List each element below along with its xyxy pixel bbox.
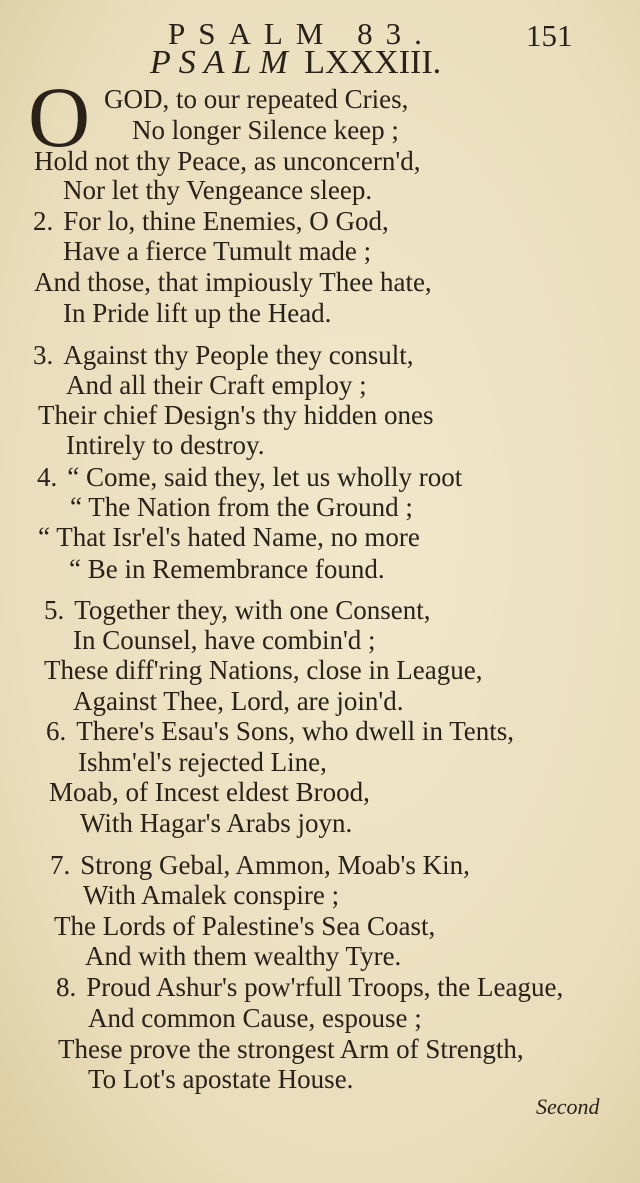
verse-text: Strong Gebal, Ammon, Moab's Kin, (80, 850, 470, 880)
running-head-title: PSALM 83. (168, 16, 435, 51)
psalm-title-word: PSALM (150, 44, 296, 81)
verse-line: These prove the strongest Arm of Strength, (58, 1034, 524, 1064)
verse-line (44, 597, 431, 624)
verse-line: And with them wealthy Tyre. (85, 941, 402, 971)
verse-line: Hold not thy Peace, as unconcern'd, (34, 146, 421, 176)
page-number: 151 (526, 18, 573, 53)
verse-line: Have a fierce Tumult made ; (63, 236, 372, 266)
verse-number: 3. (33, 340, 54, 370)
verse-line: Ishm'el's rejected Line, (78, 747, 327, 777)
verse-line (56, 974, 563, 1001)
verse-line: And common Cause, espouse ; (88, 1003, 422, 1033)
verse-line: GOD, to our repeated Cries, (104, 84, 409, 114)
verse-line: Moab, of Incest eldest Brood, (49, 777, 370, 807)
verse-number: 5. (44, 595, 65, 625)
verse-line: Intirely to destroy. (66, 430, 265, 460)
verse-number: 7. (50, 850, 71, 880)
verse-line: Against Thee, Lord, are join'd. (73, 686, 404, 716)
verse-line (46, 718, 514, 745)
psalm-title-number: LXXXIII. (304, 44, 442, 81)
verse-line: “ The Nation from the Ground ; (70, 492, 413, 522)
catchword: Second (536, 1094, 600, 1119)
verse-line (50, 852, 470, 879)
verse-number: 8. (56, 972, 77, 1002)
verse-line: In Pride lift up the Head. (63, 298, 332, 328)
drop-cap: O (28, 69, 91, 165)
verse-line: And all their Craft employ ; (66, 370, 367, 400)
verse-line: “ Be in Remembrance found. (69, 554, 385, 584)
verse-line: Nor let thy Vengeance sleep. (63, 175, 373, 205)
verse-line: And those, that impiously Thee hate, (34, 267, 432, 297)
verse-line: In Counsel, have combin'd ; (73, 625, 376, 655)
verse-line: These diff'ring Nations, close in League, (44, 655, 483, 685)
verse-line: No longer Silence keep ; (132, 115, 399, 145)
verse-line (33, 208, 389, 235)
verse-text: There's Esau's Sons, who dwell in Tents, (76, 716, 515, 746)
verse-line (37, 464, 462, 491)
verse-text: Against thy People they consult, (63, 340, 414, 370)
psalm-title (150, 44, 441, 82)
verse-line: With Hagar's Arabs joyn. (80, 808, 353, 838)
verse-line: “ That Isr'el's hated Name, no more (38, 522, 420, 552)
verse-text: Together they, with one Consent, (74, 595, 431, 625)
verse-text: “ Come, said they, let us wholly root (67, 462, 463, 492)
verse-line: With Amalek conspire ; (83, 880, 340, 910)
verse-number: 2. (33, 206, 54, 236)
verse-line: To Lot's apostate House. (88, 1064, 354, 1094)
verse-number: 6. (46, 716, 67, 746)
verse-line (33, 342, 413, 369)
verse-text: For lo, thine Enemies, O God, (63, 206, 389, 236)
verse-line: The Lords of Palestine's Sea Coast, (54, 911, 436, 941)
verse-text: Proud Ashur's pow'rfull Troops, the League, (86, 972, 564, 1002)
verse-line: Their chief Design's thy hidden ones (38, 400, 434, 430)
verse-number: 4. (37, 462, 58, 492)
